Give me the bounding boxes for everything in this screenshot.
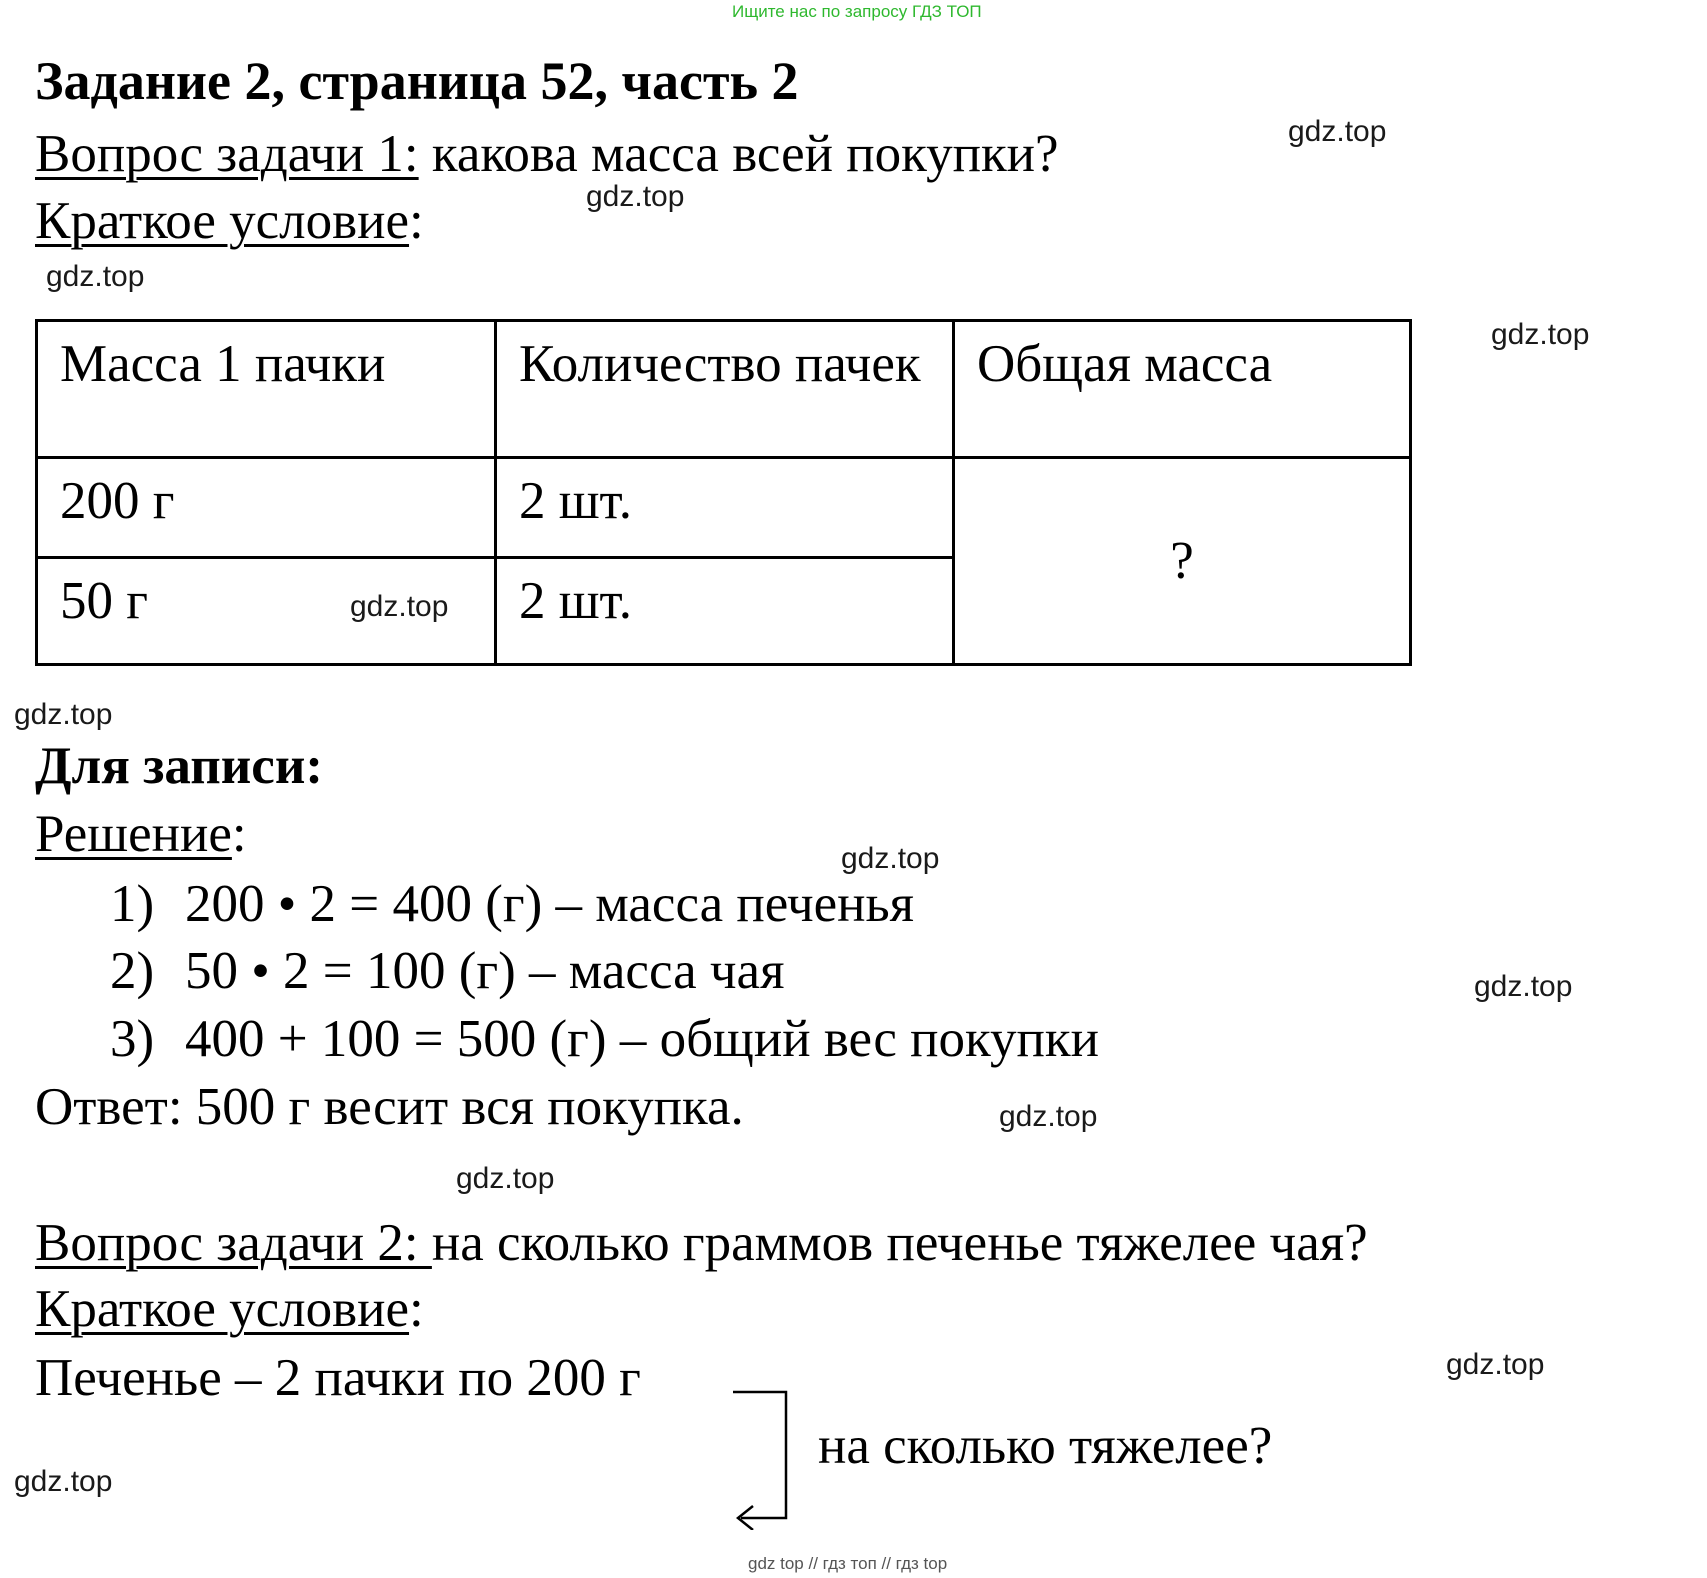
solution-label: Решение (35, 805, 232, 863)
header-total-mass: Общая масса (954, 321, 1411, 458)
task1-question-label: Вопрос задачи 1: (35, 125, 419, 183)
header-pack-count: Количество пачек (496, 321, 954, 458)
task2-question-text: на сколько граммов печенье тяжелее чая? (431, 1214, 1368, 1272)
watermark: gdz.top (586, 180, 685, 213)
cell-count-tea: 2 шт. (496, 558, 954, 665)
watermark: gdz.top (1474, 970, 1573, 1003)
cell-mass-cookies: 200 г (37, 458, 496, 558)
cell-count-cookies: 2 шт. (496, 458, 954, 558)
task1-condition-colon: : (409, 192, 424, 250)
watermark: gdz.top (46, 260, 145, 293)
task2-condition-colon: : (409, 1280, 424, 1338)
task2-condition-heading (35, 1280, 424, 1338)
watermark: gdz.top (841, 842, 940, 875)
task1-question (35, 125, 1059, 183)
watermark: gdz.top (1288, 115, 1387, 148)
solution-step (110, 1010, 1099, 1068)
task2-question-label: Вопрос задачи 2: (35, 1214, 432, 1272)
watermark: gdz.top (999, 1100, 1098, 1133)
table-header-row (37, 321, 1411, 458)
cell-mass-tea: 50 г (37, 558, 496, 665)
task2-question (35, 1214, 1368, 1272)
step-number: 3) (110, 1010, 155, 1068)
task1-condition-label: Краткое условие (35, 192, 410, 250)
table-row (37, 458, 1411, 558)
step-text: 200 • 2 = 400 (г) – масса печенья (185, 875, 915, 933)
bottom-banner: gdz top // гдз топ // гдз top (748, 1554, 948, 1573)
step-text: 50 • 2 = 100 (г) – масса чая (185, 942, 785, 1000)
cell-total-unknown: ? (954, 458, 1411, 665)
watermark: gdz.top (456, 1162, 555, 1195)
page-title: Задание 2, страница 52, часть 2 (35, 51, 799, 111)
bracket-arrow-icon (725, 1380, 795, 1530)
solution-step (110, 942, 785, 1000)
step-text: 400 + 100 = 500 (г) – общий вес покупки (185, 1010, 1099, 1068)
step-number: 1) (110, 875, 155, 933)
solution-heading (35, 805, 247, 863)
answer: Ответ: 500 г весит вся покупка. (35, 1078, 744, 1136)
task1-condition-heading (35, 192, 424, 250)
header-mass-per-pack: Масса 1 пачки (37, 321, 496, 458)
task2-condition-label: Краткое условие (35, 1280, 410, 1338)
watermark: gdz.top (350, 590, 449, 623)
solution-colon: : (231, 805, 247, 863)
condition-table (35, 319, 1412, 666)
top-banner: Ищите нас по запросу ГДЗ ТОП (732, 2, 982, 21)
step-number: 2) (110, 942, 155, 1000)
watermark: gdz.top (14, 698, 113, 731)
task1-question-text: какова масса всей покупки? (418, 125, 1059, 183)
task2-condition-line: Печенье – 2 пачки по 200 г (35, 1349, 641, 1407)
watermark: gdz.top (1491, 318, 1590, 351)
solution-step (110, 875, 915, 933)
record-heading: Для записи: (35, 737, 324, 795)
watermark: gdz.top (1446, 1348, 1545, 1381)
task2-bracket-label: на сколько тяжелее? (818, 1417, 1273, 1475)
watermark: gdz.top (14, 1465, 113, 1498)
